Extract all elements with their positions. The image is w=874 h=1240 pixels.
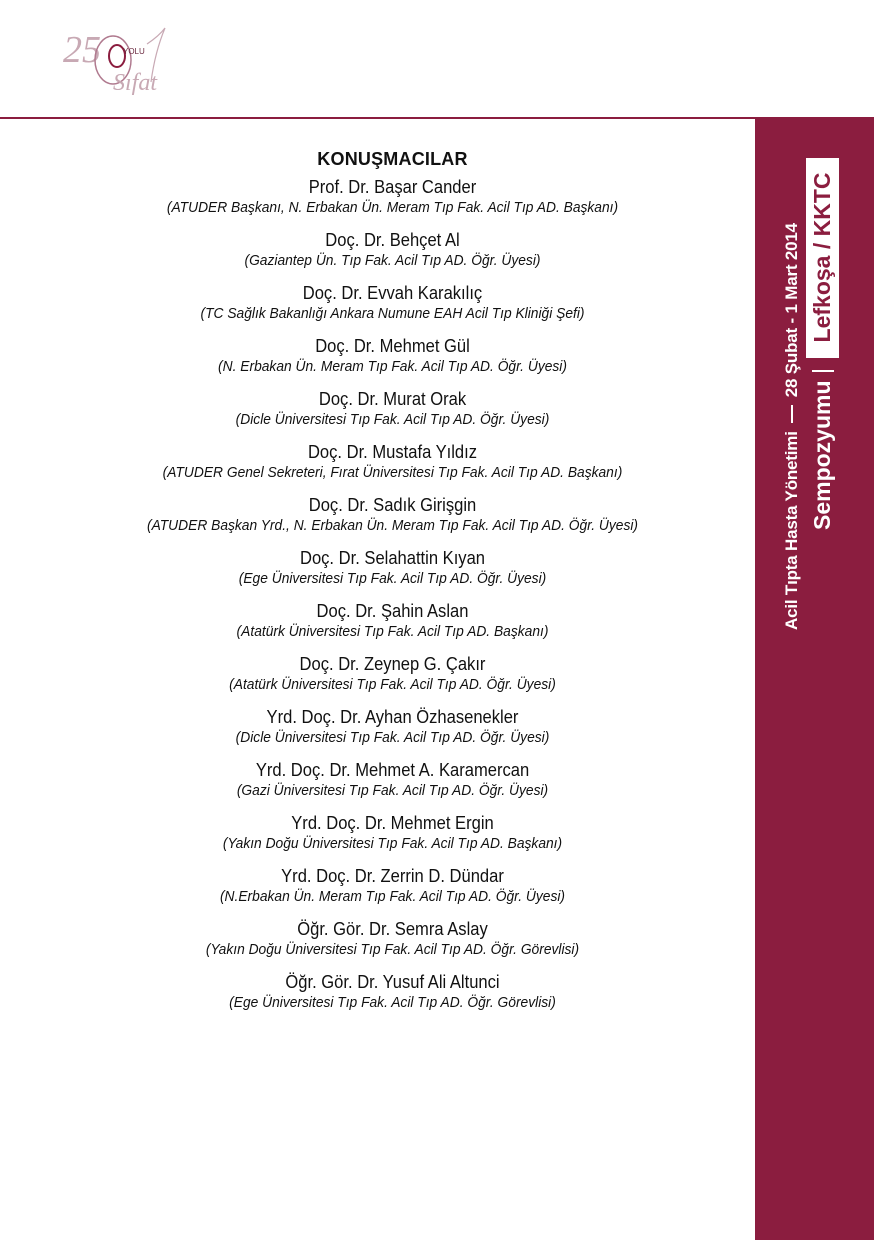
- logo-mark: 25: [63, 29, 101, 71]
- speaker-entry: [60, 494, 725, 535]
- sidebar-location: Lefkoşa / KKTC: [806, 158, 839, 358]
- speaker-entry: [60, 176, 725, 217]
- speaker-entry: [60, 335, 725, 376]
- speaker-affiliation: (Gazi Üniversitesi Tıp Fak. Acil Tıp AD. Öğr. Üyesi): [236, 782, 549, 799]
- speaker-name: Öğr. Gör. Dr. Semra Aslay: [297, 919, 488, 939]
- anniversary-logo: [55, 22, 175, 104]
- speaker-entry: [60, 971, 725, 1012]
- speaker-entry: [60, 600, 725, 641]
- speaker-entry: [60, 759, 725, 800]
- speaker-affiliation: (Atatürk Üniversitesi Tıp Fak. Acil Tıp AD. Öğr. Üyesi): [229, 676, 556, 693]
- speaker-affiliation: (Dicle Üniversitesi Tıp Fak. Acil Tıp AD. Öğr. Üyesi): [235, 729, 550, 746]
- speaker-name: Yrd. Doç. Dr. Zerrin D. Dündar: [281, 866, 504, 886]
- speaker-name: Doç. Dr. Evvah Karakılıç: [302, 283, 483, 303]
- speaker-affiliation: (ATUDER Başkanı, N. Erbakan Ün. Meram Tıp Fak. Acil Tıp AD. Başkanı): [166, 199, 619, 216]
- speaker-affiliation: (Ege Üniversitesi Tıp Fak. Acil Tıp AD. Öğr. Üyesi): [238, 570, 547, 587]
- speaker-entry: [60, 229, 725, 270]
- speaker-name: Doç. Dr. Murat Orak: [318, 389, 467, 409]
- speaker-entry: [60, 441, 725, 482]
- speaker-name: Yrd. Doç. Dr. Mehmet Ergin: [291, 813, 494, 833]
- speaker-entry: [60, 706, 725, 747]
- sidebar-title-date: [782, 223, 802, 630]
- sidebar-date: 28 Şubat - 1 Mart 2014: [782, 223, 801, 398]
- speaker-name: Doç. Dr. Şahin Aslan: [316, 601, 469, 621]
- speaker-affiliation: (Yakın Doğu Üniversitesi Tıp Fak. Acil Tıp AD. Öğr. Görevlisi): [205, 941, 580, 958]
- speaker-affiliation: (TC Sağlık Bakanlığı Ankara Numune EAH Acil Tıp Kliniği Şefi): [200, 305, 585, 322]
- logo-graphic: [55, 22, 175, 104]
- speaker-entry: [60, 547, 725, 588]
- speaker-affiliation: (Gaziantep Ün. Tıp Fak. Acil Tıp AD. Öğr. Üyesi): [244, 252, 541, 269]
- speaker-list: [60, 176, 725, 1012]
- sidebar-separator: [791, 405, 793, 423]
- speaker-entry: [60, 918, 725, 959]
- sidebar-title-line2: Sempozyumu: [809, 380, 835, 530]
- header-divider: [0, 117, 874, 119]
- speaker-name: Doç. Dr. Mustafa Yıldız: [307, 442, 478, 462]
- speakers-section: [60, 148, 725, 1024]
- logo-script: Sıfat: [113, 70, 158, 96]
- speaker-entry: [60, 282, 725, 323]
- sidebar-bar: [812, 370, 834, 372]
- speaker-affiliation: (Atatürk Üniversitesi Tıp Fak. Acil Tıp AD. Başkanı): [236, 623, 549, 640]
- speaker-name: Doç. Dr. Zeynep G. Çakır: [299, 654, 486, 674]
- speaker-name: Doç. Dr. Selahattin Kıyan: [299, 548, 486, 568]
- speaker-entry: [60, 653, 725, 694]
- speaker-name: Prof. Dr. Başar Cander: [308, 177, 477, 197]
- speaker-affiliation: (Dicle Üniversitesi Tıp Fak. Acil Tıp AD. Öğr. Üyesi): [235, 411, 550, 428]
- speaker-affiliation: (N.Erbakan Ün. Meram Tıp Fak. Acil Tıp AD. Öğr. Üyesi): [219, 888, 566, 905]
- sidebar-title-line1: Acil Tıpta Hasta Yönetimi: [782, 431, 801, 630]
- speaker-affiliation: (N. Erbakan Ün. Meram Tıp Fak. Acil Tıp AD. Öğr. Üyesi): [218, 358, 567, 375]
- speaker-affiliation: (ATUDER Başkan Yrd., N. Erbakan Ün. Meram Tıp Fak. Acil Tıp AD. Öğr. Üyesi): [146, 517, 639, 534]
- speaker-entry: [60, 812, 725, 853]
- speaker-name: Öğr. Gör. Dr. Yusuf Ali Altunci: [285, 972, 500, 992]
- speaker-name: Yrd. Doç. Dr. Ayhan Özhasenekler: [266, 707, 519, 727]
- speaker-affiliation: (ATUDER Genel Sekreteri, Fırat Üniversitesi Tıp Fak. Acil Tıp AD. Başkanı): [162, 464, 623, 481]
- section-title: KONUŞMACILAR: [317, 149, 468, 169]
- speaker-name: Doç. Dr. Mehmet Gül: [315, 336, 470, 356]
- speaker-name: Yrd. Doç. Dr. Mehmet A. Karamercan: [255, 760, 530, 780]
- logo-text: YOLU: [123, 47, 145, 56]
- speaker-entry: [60, 865, 725, 906]
- sidebar-subtitle-location: [806, 158, 839, 530]
- speaker-name: Doç. Dr. Sadık Girişgin: [308, 495, 477, 515]
- speaker-affiliation: (Yakın Doğu Üniversitesi Tıp Fak. Acil Tıp AD. Başkanı): [222, 835, 563, 852]
- speaker-entry: [60, 388, 725, 429]
- speaker-name: Doç. Dr. Behçet Al: [325, 230, 460, 250]
- speaker-affiliation: (Ege Üniversitesi Tıp Fak. Acil Tıp AD. Öğr. Görevlisi): [229, 994, 556, 1011]
